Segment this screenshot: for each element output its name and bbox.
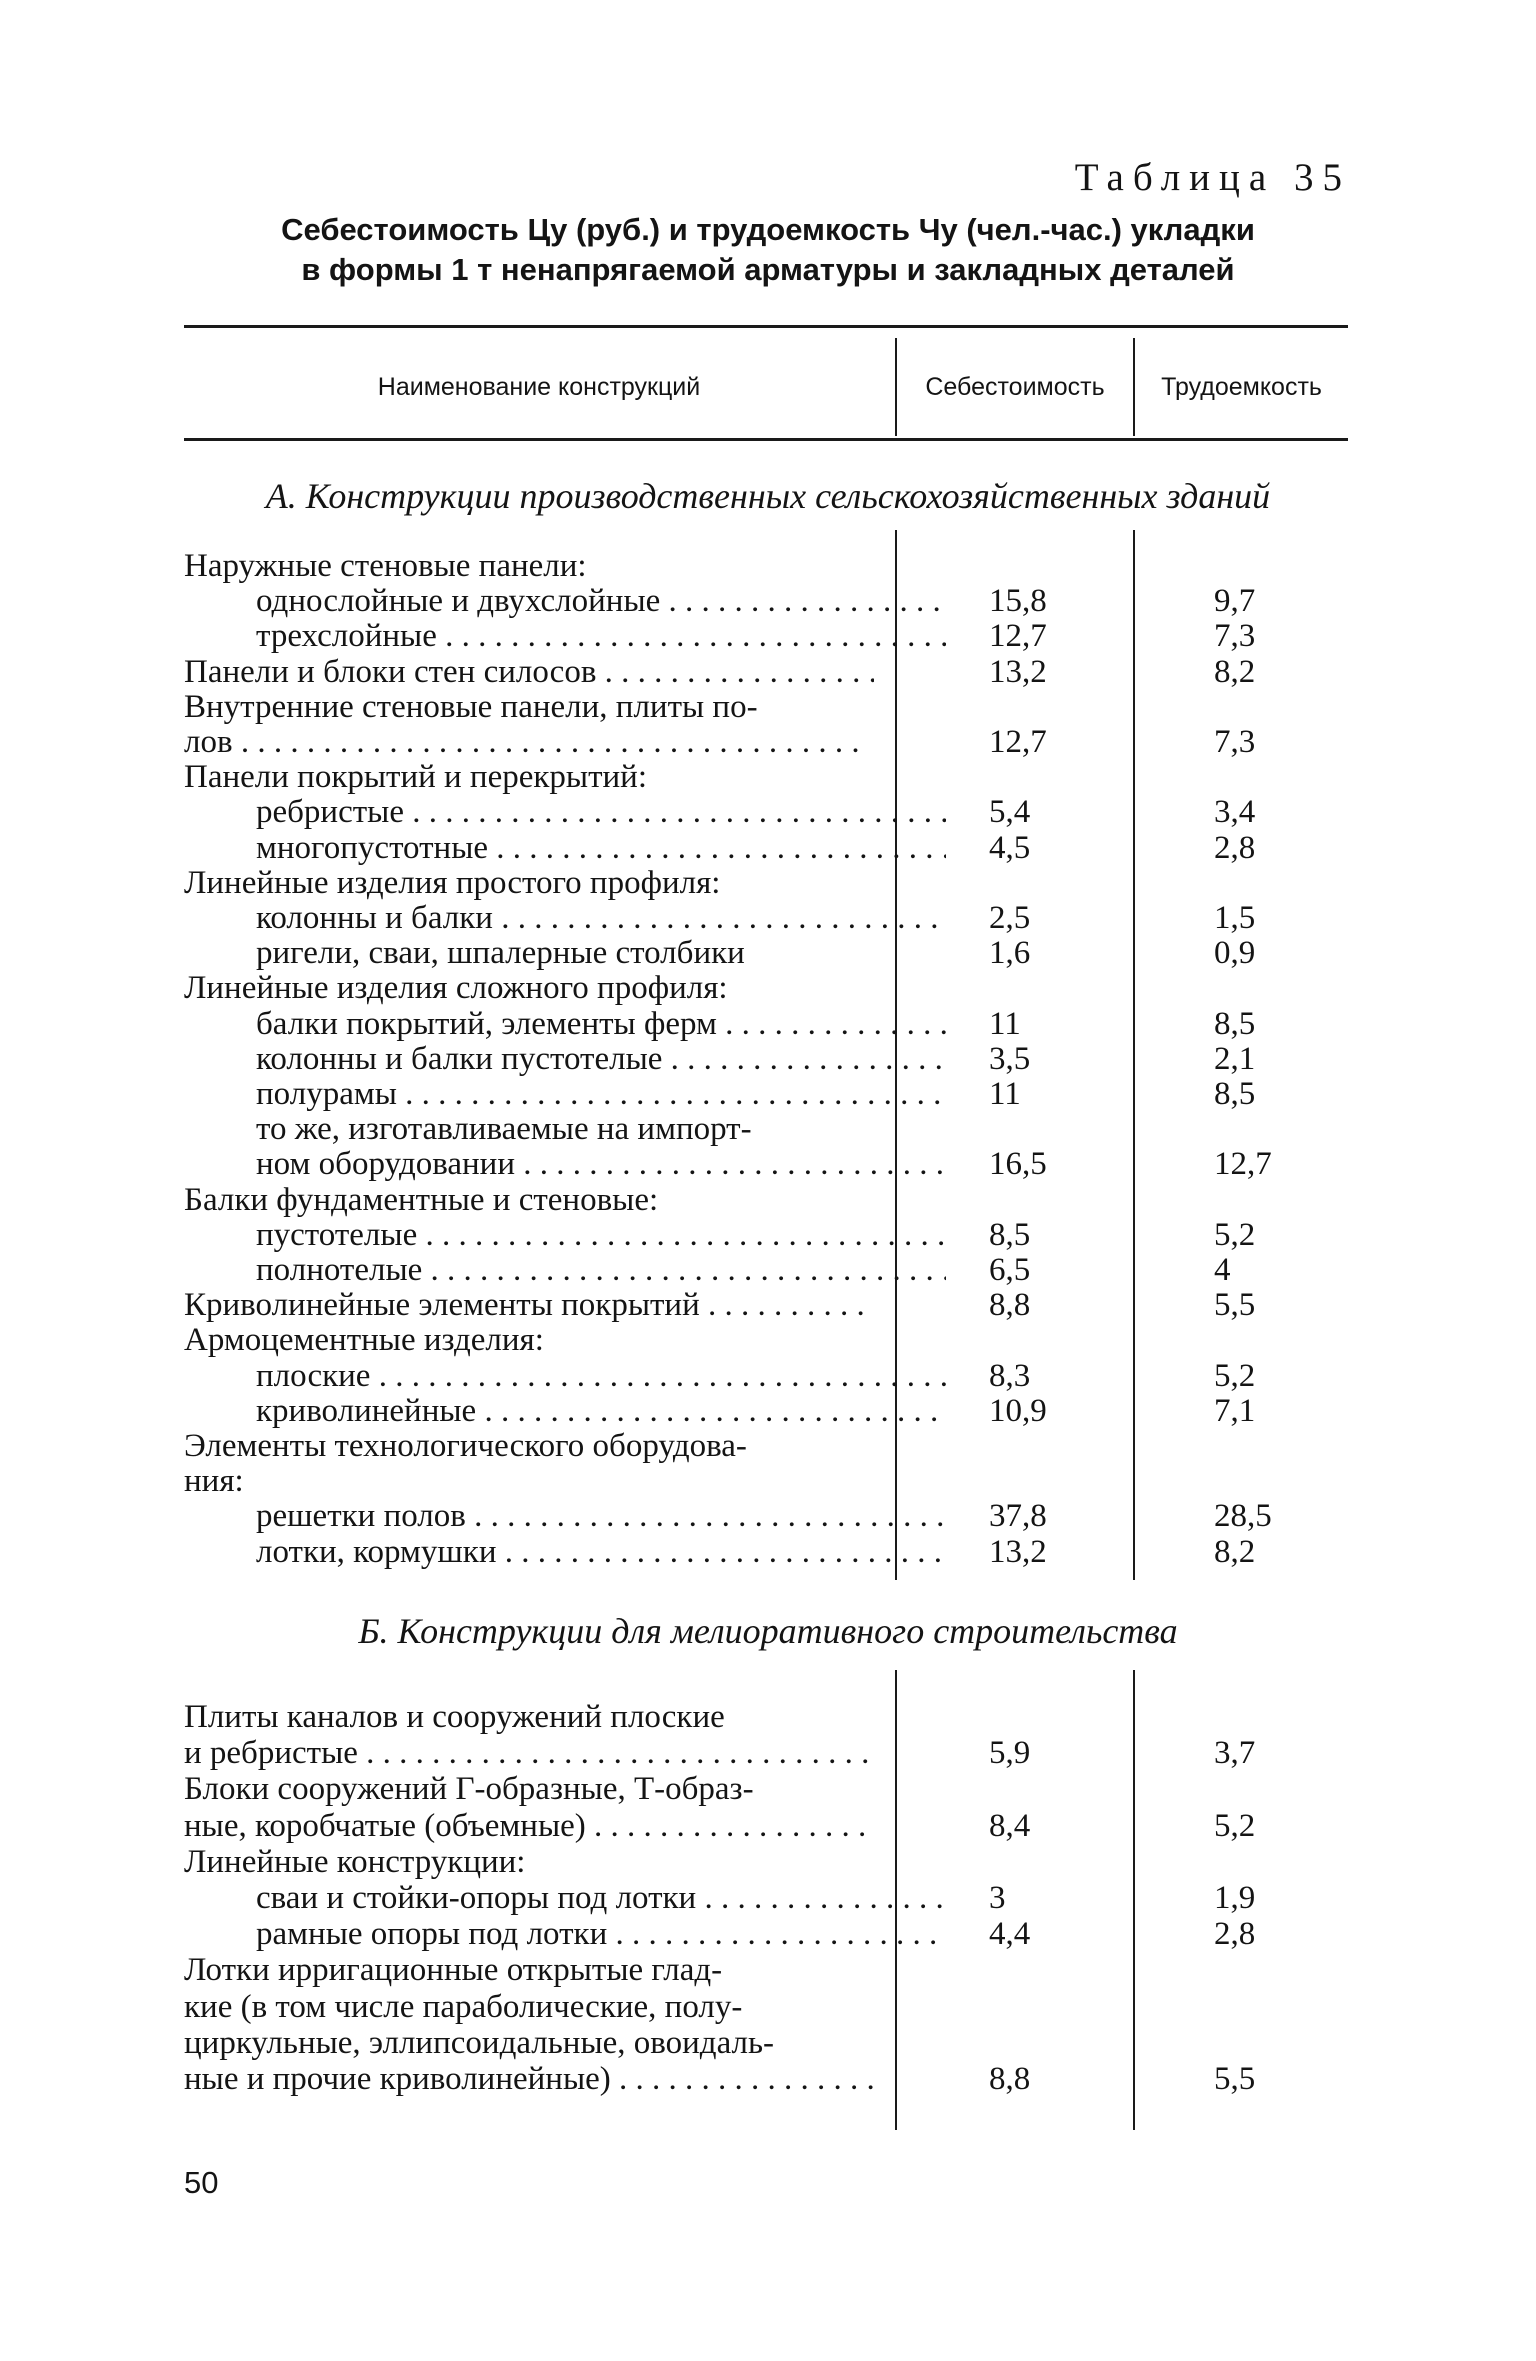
table-row: [184, 1007, 1348, 1042]
row-labor: 0,9: [1214, 935, 1256, 972]
row-name: циркульные, эллипсоидальные, овоидаль-: [184, 2025, 775, 2061]
row-labor: 2,1: [1214, 1040, 1256, 1077]
row-labor: 3,4: [1214, 794, 1256, 831]
row-name: полурамы . . .: [184, 1077, 946, 1112]
table-row: [184, 1147, 1348, 1182]
row-labor: 2,8: [1214, 1916, 1256, 1953]
row-cost: 12,7: [989, 724, 1047, 760]
table-row: [184, 1845, 1348, 1880]
table-row: [184, 901, 1348, 936]
table-row: [184, 584, 1348, 619]
row-labor: 5,5: [1214, 1287, 1256, 1324]
row-cost: 1,6: [989, 935, 1031, 972]
table-row: [184, 655, 1348, 690]
row-labor: 5,2: [1214, 1807, 1256, 1844]
table-row: [184, 1772, 1348, 1807]
row-cost: 8,8: [989, 2061, 1031, 2097]
row-name: ребристые . . .: [184, 795, 946, 830]
row-cost: 15,8: [989, 583, 1047, 620]
row-name: Лотки ирригационные открытые глад-: [184, 1953, 723, 1989]
table-row: [184, 1218, 1348, 1253]
row-name: кие (в том числе параболические, полу-: [184, 1989, 743, 2025]
table-row: [184, 1077, 1348, 1112]
row-name: Внутренние стеновые панели, плиты по-: [184, 689, 758, 725]
table-row: [184, 1464, 1348, 1499]
row-labor: 9,7: [1214, 583, 1256, 620]
row-labor: 2,8: [1214, 829, 1256, 866]
table-row: [184, 2026, 1348, 2061]
row-name: пустотелые . . .: [184, 1218, 946, 1253]
row-name: Армоцементные изделия:: [184, 1323, 544, 1359]
row-cost: 3: [989, 1880, 1006, 1916]
row-labor: 5,2: [1214, 1357, 1256, 1394]
row-cost: 12,7: [989, 618, 1047, 655]
row-name: полнотелые . . .: [184, 1253, 946, 1288]
row-name: колонны и балки пустотелые . . .: [184, 1042, 946, 1077]
row-name: Панели и блоки стен силосов . . .: [184, 655, 874, 690]
table-row: [184, 1917, 1348, 1952]
table-row: [184, 1809, 1348, 1844]
table-row: [184, 1359, 1348, 1394]
row-labor: 7,1: [1214, 1392, 1256, 1429]
row-cost: 8,5: [989, 1216, 1031, 1253]
row-name: и ребристые . . .: [184, 1736, 874, 1771]
row-labor: 5,5: [1214, 2061, 1256, 2097]
row-cost: 16,5: [989, 1146, 1047, 1183]
table-row: [184, 619, 1348, 654]
row-cost: 6,5: [989, 1252, 1031, 1288]
row-cost: 11: [989, 1076, 1021, 1112]
table-row: [184, 831, 1348, 866]
row-labor: 7,3: [1214, 724, 1256, 760]
table-row: [184, 1394, 1348, 1429]
row-name: ном оборудовании . . .: [184, 1147, 946, 1182]
row-cost: 2,5: [989, 900, 1031, 936]
table-row: [184, 936, 1348, 971]
row-name: ные и прочие криволинейные) . . .: [184, 2062, 874, 2097]
row-labor: 5,2: [1214, 1216, 1256, 1253]
row-cost: 5,4: [989, 794, 1031, 831]
row-name: трехслойные . . .: [184, 619, 946, 654]
table-row: [184, 1288, 1348, 1323]
row-name: сваи и стойки-опоры под лотки . . .: [184, 1881, 946, 1916]
table-row: [184, 690, 1348, 725]
row-name: многопустотные . . .: [184, 831, 946, 866]
row-name: Элементы технологического оборудова-: [184, 1429, 747, 1464]
column-header-labor: Трудоемкость: [1161, 373, 1322, 401]
row-name: лов . . .: [184, 725, 874, 760]
table-row: [184, 795, 1348, 830]
row-labor: 8,2: [1214, 1533, 1256, 1570]
row-name: однослойные и двухслойные . . .: [184, 584, 946, 619]
table-row: [184, 866, 1348, 901]
row-name: плоские . . .: [184, 1359, 946, 1394]
row-name: ригели, сваи, шпалерные столбики: [256, 936, 745, 972]
row-cost: 8,3: [989, 1357, 1031, 1394]
row-name: балки покрытий, элементы ферм . . .: [184, 1007, 946, 1042]
row-name: Линейные конструкции:: [184, 1844, 526, 1880]
table-row: [184, 1183, 1348, 1218]
row-name: ния:: [184, 1464, 244, 1500]
row-cost: 13,2: [989, 1533, 1047, 1570]
row-cost: 8,4: [989, 1807, 1031, 1844]
table-row: [184, 549, 1348, 584]
table-row: [184, 1042, 1348, 1077]
row-name: ные, коробчатые (объемные) . . .: [184, 1809, 874, 1844]
table-row: [184, 1700, 1348, 1735]
table-row: [184, 1953, 1348, 1988]
section-b-title: Б. Конструкции для мелиоративного строительства: [358, 1611, 1178, 1651]
table-row: [184, 1990, 1348, 2025]
row-labor: 4: [1214, 1252, 1231, 1288]
column-header-name: Наименование конструкций: [377, 373, 701, 401]
page-number: 50: [184, 2165, 219, 2200]
row-name: Балки фундаментные и стеновые:: [184, 1182, 659, 1218]
table-row: [184, 1429, 1348, 1464]
row-cost: 4,5: [989, 829, 1031, 866]
row-name: рамные опоры под лотки . . .: [184, 1917, 946, 1952]
row-labor: 8,2: [1214, 653, 1256, 690]
row-labor: 8,5: [1214, 1005, 1256, 1042]
row-name: то же, изготавливаемые на импорт-: [256, 1112, 752, 1148]
table-row: [184, 2062, 1348, 2097]
row-name: Плиты каналов и сооружений плоские: [184, 1700, 725, 1735]
table-row: [184, 1736, 1348, 1771]
row-labor: 7,3: [1214, 618, 1256, 655]
row-cost: 37,8: [989, 1498, 1047, 1535]
row-name: Блоки сооружений Г-образные, Т-образ-: [184, 1772, 754, 1808]
row-name: лотки, кормушки . . .: [184, 1535, 946, 1570]
row-cost: 11: [989, 1005, 1021, 1042]
row-name: Панели покрытий и перекрытий:: [184, 760, 647, 796]
table-row: [184, 1499, 1348, 1534]
table-row: [184, 1253, 1348, 1288]
row-labor: 1,9: [1214, 1880, 1256, 1916]
table-row: [184, 1112, 1348, 1147]
row-name: решетки полов . . .: [184, 1499, 946, 1534]
table-caption-line-1: Себестоимость Цу (руб.) и трудоемкость Чу (чел.-час.) укладки: [281, 212, 1255, 247]
table-row: [184, 725, 1348, 760]
table-row: [184, 1881, 1348, 1916]
table-row: [184, 760, 1348, 795]
row-name: Криволинейные элементы покрытий . . .: [184, 1288, 874, 1323]
table-row: [184, 1323, 1348, 1358]
column-header-cost: Себестоимость: [925, 373, 1105, 401]
row-labor: 28,5: [1214, 1498, 1272, 1535]
row-labor: 12,7: [1214, 1146, 1272, 1183]
table-caption-line-2: в формы 1 т ненапрягаемой арматуры и закладных деталей: [301, 252, 1235, 287]
header-bottom-rule: [184, 438, 1348, 441]
row-cost: 3,5: [989, 1040, 1031, 1077]
header-top-rule: [184, 325, 1348, 328]
row-labor: 8,5: [1214, 1076, 1256, 1112]
row-cost: 5,9: [989, 1735, 1031, 1772]
row-cost: 13,2: [989, 653, 1047, 690]
row-name: Линейные изделия сложного профиля:: [184, 971, 728, 1007]
row-name: Линейные изделия простого профиля:: [184, 865, 721, 901]
table-row: [184, 971, 1348, 1006]
row-labor: 3,7: [1214, 1735, 1256, 1772]
row-labor: 1,5: [1214, 900, 1256, 936]
table-label: Таблица 35: [1074, 156, 1351, 199]
row-cost: 10,9: [989, 1392, 1047, 1429]
table-row: [184, 1535, 1348, 1570]
row-name: криволинейные . . .: [184, 1394, 946, 1429]
row-cost: 4,4: [989, 1916, 1031, 1953]
row-name: колонны и балки . . .: [184, 901, 946, 936]
row-cost: 8,8: [989, 1287, 1031, 1324]
row-name: Наружные стеновые панели:: [184, 549, 587, 584]
section-a-title: А. Конструкции производственных сельскохозяйственных зданий: [265, 476, 1271, 516]
